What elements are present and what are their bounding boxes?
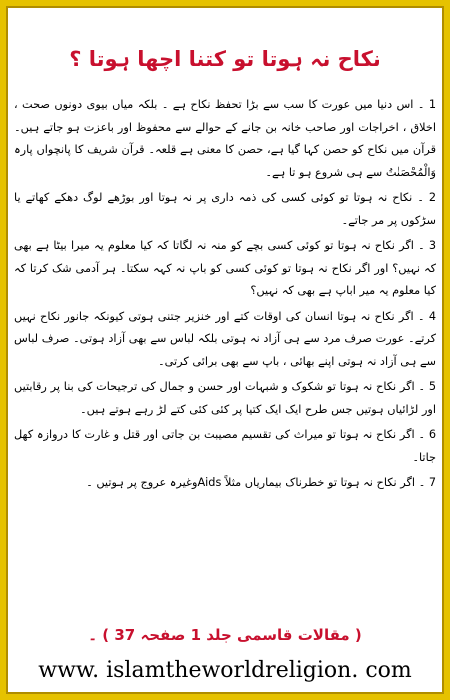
website-url[interactable]: www. islamtheworldreligion. com: [38, 658, 412, 683]
page-title: نکاح نہ ہوتا تو کتنا اچھا ہوتا ؟: [69, 47, 381, 71]
paragraph-1: 1 ۔ اس دنیا میں عورت کا سب سے بڑا تحفظ نکاح ہے ۔ بلکہ میاں بیوی دونوں صحت ، اخلاق ، اخراجات اور صاحب خانہ بن جانے کے حوالے سے محفوظ اور باعزت ہو جاتے ہیں۔ قرآن میں نکاح کو حصن کہا گیا ہے، حصن کا معنی ہے قلعہ۔ قرآن شریف کا پانچواں پارہ وَالْمُحْصَنٰتُ سے ہی شروع ہو تا ہے۔: [14, 98, 436, 179]
paragraph-3: 3 ۔ اگر نکاح نہ ہوتا تو کوئی کسی بچے کو منہ نہ لگاتا کہ کیا معلوم یہ میرا بیٹا ہے بھی کہ نہیں؟ اور اگر نکاح نہ ہوتا تو کوئی کسی کو باپ نہ کہہ سکتا۔ ہر آدمی شک کرتا کہ کیا معلوم یہ میر اباپ ہے بھی کہ نہیں؟: [14, 239, 436, 297]
document-page: [14, 10, 436, 690]
paragraph-6: 6 ۔ اگر نکاح نہ ہوتا تو میراث کی تقسیم مصیبت بن جاتی اور قتل و غارت کا دروازہ کھل جاتا۔: [14, 428, 436, 464]
article-body: [14, 94, 436, 498]
paragraph-5: 5 ۔ اگر نکاح نہ ہوتا تو شکوک و شبہات اور حسن و جمال کی ترجیحات کی بنا پر رقابتیں اور لڑائیاں ہوتیں جس طرح ایک ایک کتیا پر کئی کئی کتے لڑ رہے ہوتے ہیں۔: [14, 380, 436, 416]
source-reference: ( مقالات قاسمی جلد 1 صفحہ 37 ) ۔: [88, 626, 362, 644]
paragraph-4: 4 ۔ اگر نکاح نہ ہوتا انسان کی اوقات کتے اور خنزیر جتنی ہوتی کیونکہ جانور نکاح نہیں کرتے۔ عورت صرف مرد سے ہی آزاد نہ ہوتی بلکہ لباس سے بھی آزاد ہوتی۔ صرف لباس سے ہی آزاد نہ ہوتی اپنے بھائی ، باپ سے بھی برائی کرتی۔: [14, 309, 436, 368]
paragraph-7: 7 ۔ اگر نکاح نہ ہوتا تو خطرناک بیماریاں مثلاً Aidsوغیرہ عروج پر ہوتیں ۔: [86, 476, 436, 489]
paragraph-2: 2 ۔ نکاح نہ ہوتا تو کوئی کسی کی ذمہ داری پر نہ ہوتا اور بوڑھے لوگ دھکے کھاتے یا سڑکوں پر مر جاتے۔: [14, 191, 436, 227]
